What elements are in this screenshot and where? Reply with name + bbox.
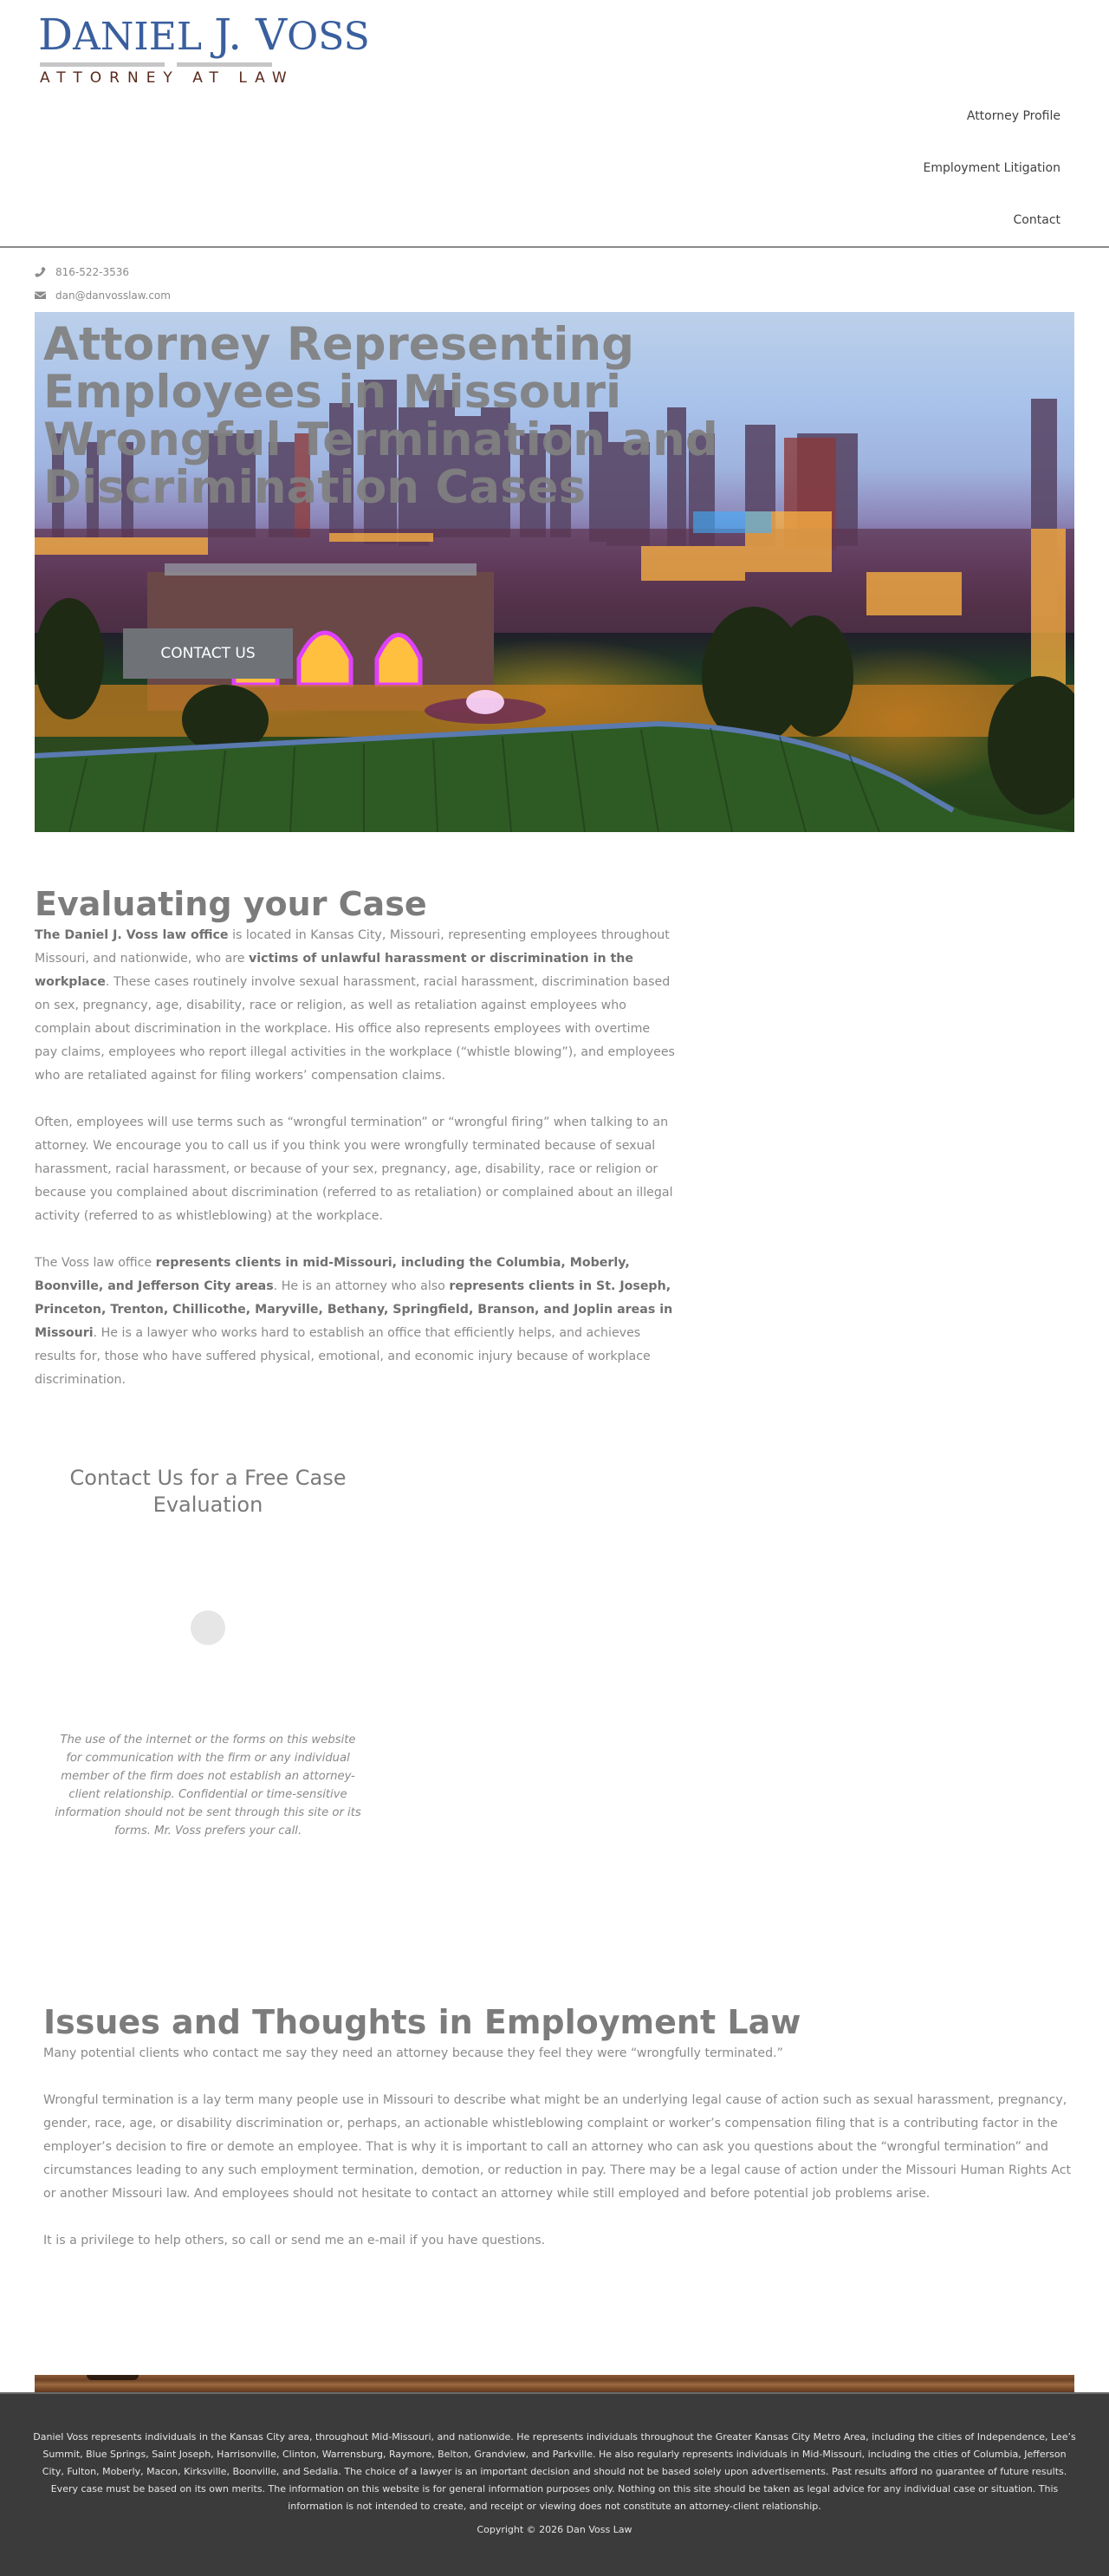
logo-tagline: ATTORNEY AT LAW	[40, 69, 295, 87]
issues-heading: Issues and Thoughts in Employment Law	[43, 2003, 801, 2041]
contact-form-heading: Contact Us for a Free Case Evaluation	[69, 1466, 347, 1517]
text: The Voss law office	[35, 1256, 156, 1270]
contact-info	[35, 260, 171, 307]
phone-number: 816-522-3536	[55, 265, 130, 278]
logo-letter: D	[38, 10, 74, 60]
footer-disclaimer: Daniel Voss represents individuals in the Kansas City area, throughout Mid-Missouri, and nationwide. He represents individuals throughout the Greater Kansas City Metro Area, including the cities of Independence, Lee’s Summit, Blue Springs, Saint Joseph, Harrisonville, Clinton, Warrensburg, Raymore, Belton, Grandview, and Parkville. He also regularly represents individuals in Mid-Missouri, including the cities of Columbia, Jefferson City, Fulton, Moberly, Macon, Kirksville, Boonville, and Sedalia. The choice of a lawyer is an important decision and should not be based solely upon advertisements. Past results afford no guarantee of future results. Every case must be based on its own merits. The information on this website is for general information purposes only. Nothing on this site should be taken as legal advice for any individual case or situation. This information is not intended to create, and receipt or viewing does not constitute an attorney-client relationship.	[33, 2431, 1076, 2512]
text: . He is a lawyer who works hard to establish an office that efficiently helps, and achieves results for, those who have suffered physical, emotional, and economic injury because of workplace discrimination.	[35, 1326, 651, 1387]
site-logo[interactable]	[35, 10, 370, 87]
footer-copyright: Copyright © 2026 Dan Voss Law	[477, 2524, 632, 2535]
footer	[0, 2392, 1109, 2576]
contact-disclaimer: The use of the internet or the forms on this website for communication with the firm or any individual member of the firm does not establish an attorney-client relationship. Confidential or time-sensitive information should not be sent through this site or its forms. Mr. Voss prefers your call.	[55, 1734, 361, 1838]
wood-banner-image	[35, 2375, 1074, 2392]
contact-us-button[interactable]: CONTACT US	[123, 628, 293, 679]
logo-letter: V	[256, 10, 288, 60]
nav-attorney-profile[interactable]: Attorney Profile	[966, 109, 1060, 123]
nav-contact[interactable]: Contact	[1013, 213, 1060, 227]
nav-employment-litigation[interactable]: Employment Litigation	[923, 161, 1060, 175]
header-divider	[0, 246, 1109, 248]
envelope-icon	[35, 289, 46, 301]
bold-text: represents clients in mid-Missouri, including the Columbia, Moberly, Boonville, and Jefferson City areas	[35, 1256, 630, 1293]
logo-underline	[40, 62, 165, 67]
issues-paragraph-3: It is a privilege to help others, so call or send me an e-mail if you have questions.	[43, 2234, 546, 2247]
email-address: dan@danvosslaw.com	[55, 289, 171, 302]
logo-name	[38, 12, 370, 60]
text: . He is an attorney who also	[273, 1279, 450, 1293]
bold-text: victims of unlawful harassment or discrimination in the workplace	[35, 952, 633, 989]
evaluating-section	[35, 884, 676, 1415]
issues-section	[43, 2002, 1074, 2276]
email-line[interactable]	[35, 283, 171, 307]
logo-underline	[177, 62, 272, 67]
hero-banner	[35, 312, 1074, 832]
hero-title: Attorney Representing Employees in Missouri Wrongful Termination and Discrimination Cases	[43, 318, 718, 514]
text: . These cases routinely involve sexual harassment, racial harassment, discrimination based on sex, pregnancy, age, disability, race or religion, as well as retaliation against employees who complain about discrimination in the workplace. His office also represents employees with overtime pay claims, employees who report illegal activities in the workplace (“whistle blowing”), and employees who are retaliated against for filing workers’ compensation claims.	[35, 975, 675, 1083]
evaluating-paragraph-3	[35, 1252, 676, 1392]
logo-text: ANIEL	[73, 15, 215, 59]
evaluating-paragraph-2: Often, employees will use terms such as “wrongful termination” or “wrongful firing” when talking to an attorney. We encourage you to call us if you think you were wrongfully terminated because of sexual harassment, racial harassment, or because of your sex, pregnancy, age, disability, race or religion or because you complained about discrimination (referred to as retaliation) or complained about an illegal activity (referred to as whistleblowing) at the workplace.	[35, 1116, 673, 1223]
logo-text: OSS	[287, 15, 370, 59]
bold-text: The Daniel J. Voss law office	[35, 928, 229, 942]
issues-paragraph-1: Many potential clients who contact me say they need an attorney because they feel they were “wrongfully terminated.”	[43, 2046, 783, 2060]
issues-paragraph-2: Wrongful termination is a lay term many people use in Missouri to describe what might be an underlying legal cause of action such as sexual harassment, pregnancy, gender, race, age, or disability discrimination or, perhaps, an actionable whistleblowing complaint or worker’s compensation filing that is a contributing factor in the employer’s decision to fire or demote an employee. That is why it is important to call an attorney who can ask you questions about the “wrongful termination” and circumstances leading to any such employment termination, demotion, or reduction in pay. There may be a legal cause of action under the Missouri Human Rights Act or another Missouri law. And employees should not hesitate to contact an attorney while still employed and before potential job problems arise.	[43, 2093, 1072, 2201]
bold-text: represents clients in St. Joseph, Princeton, Trenton, Chillicothe, Maryville, Bethany, Springfield, Branson, and Joplin areas in Missouri	[35, 1279, 673, 1340]
phone-icon	[35, 266, 46, 277]
main-nav	[801, 104, 1060, 260]
loading-spinner-icon	[191, 1610, 225, 1645]
phone-line[interactable]	[35, 260, 171, 283]
evaluating-paragraph-1	[35, 924, 676, 1088]
logo-text: J.	[214, 10, 256, 60]
contact-form-section	[35, 1465, 381, 1838]
text: is located in Kansas City, Missouri, representing employees throughout Missouri, and nationwide, who are	[35, 928, 670, 966]
evaluating-heading: Evaluating your Case	[35, 885, 427, 923]
